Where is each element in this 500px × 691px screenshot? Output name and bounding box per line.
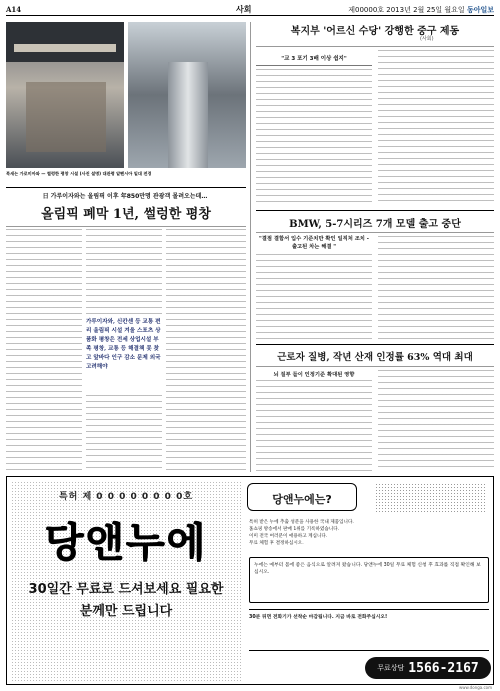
ad-patent: 특허 제 0 0 0 0 0 0 0 0호 <box>58 492 194 502</box>
right-mid-col1 <box>256 254 372 340</box>
quote-box: "교 3 포기 3배 이상 쉽지" <box>256 50 372 66</box>
ad-phone[interactable]: 1566-2167 <box>408 660 479 676</box>
ad-bullet-item: 홈쇼핑 방송에서 판매 1위를 기록하였습니다. <box>249 527 340 532</box>
ad-bullet-item: 무료 체험 후 결정하십시오. <box>249 541 304 546</box>
advertisement <box>6 476 494 685</box>
ad-cta: 30분 뒤면 전화기가 선착순 마감됩니다. 지금 바로 전화주십시오! <box>249 609 489 651</box>
article-body-col2b <box>86 395 162 472</box>
right-bot-lead: 뇌 질부 들이 인정기준 확대된 영향 <box>273 372 355 378</box>
ad-notice: 누에는 예부터 몸에 좋은 음식으로 알려져 왔습니다. 당앤누에 30일 무료 체험 신청 후 효과를 직접 확인해 보십시오. <box>249 557 489 603</box>
ad-bullet-item: 이미 전국 여러분이 애용하고 계십니다. <box>249 534 328 539</box>
ad-phone-label: 무료상담 <box>377 664 405 672</box>
right-bot-col1 <box>256 380 372 472</box>
ad-slogan: 30일간 무료로 드셔보세요 필요한 분께만 드립니다 <box>28 582 224 619</box>
photo-station <box>6 22 124 168</box>
right-bot-headline: 근로자 질병, 작년 산재 인정률 63% 역대 최대 <box>277 352 473 363</box>
photo-venue <box>128 22 246 168</box>
ad-right-panel <box>245 481 495 681</box>
right-top-col2 <box>378 50 494 206</box>
pull-quote: 가루이자와, 신칸센 등 교통 편리 올림픽 시설 겨울 스포츠 상품화 평창은 전세 상업시설 부족 평창, 교통 등 해결책 못 찾고 앞바다 인구 감소 문제 외국 고려해야 <box>86 319 161 370</box>
right-top-col1 <box>256 69 372 206</box>
section-name: 사회 <box>236 5 252 14</box>
page-header <box>6 4 494 16</box>
article-kicker: 日 가루이자와는 올림픽 이후 年850만명 관광객 몰려오는데… <box>42 193 208 200</box>
article-body-col1 <box>6 229 82 472</box>
right-mid-col2 <box>378 236 494 340</box>
ad-bullets <box>249 519 489 547</box>
ad-left-panel <box>11 481 241 681</box>
article-body-col2a <box>86 229 162 317</box>
ad-phone-box[interactable] <box>365 657 491 679</box>
ad-bullet-item: 특허 받은 누에 추출 성분을 사용한 국내 제품입니다. <box>249 520 354 525</box>
issue-info: 제00000호 2013년 2월 25일 월요일 동아일보 <box>348 6 494 14</box>
left-photos <box>6 22 246 168</box>
page-number: A14 <box>6 5 22 14</box>
right-mid-headline: BMW, 5-7시리즈 7개 모델 출고 중단 <box>289 219 461 230</box>
right-top-headline: 복지부 '어르신 수당' 강행한 중구 제동 <box>290 26 460 37</box>
article-headline: 올림픽 폐막 1년, 썰렁한 평창 <box>41 207 211 222</box>
article-body-col3 <box>166 229 246 472</box>
ad-brand: 당앤누에 <box>44 519 208 566</box>
photo-caption: 북새는 가로미아와 — 썰렁한 평창 시설 (사진 설명) 대관령 알펜시아 일대 전경 <box>6 171 152 176</box>
ad-right-title: 당앤누에는? <box>247 483 357 511</box>
right-bot-col2 <box>378 370 494 472</box>
footer-url[interactable]: www.donga.com <box>458 685 492 690</box>
right-top-byline: (사회) <box>420 36 434 42</box>
right-mid-lead: "결점 결함서 입수 기준치만 확인 일직처 조치 - 출고된 차는 해결 " <box>259 236 369 250</box>
paper-logo: 동아일보 <box>466 6 494 14</box>
